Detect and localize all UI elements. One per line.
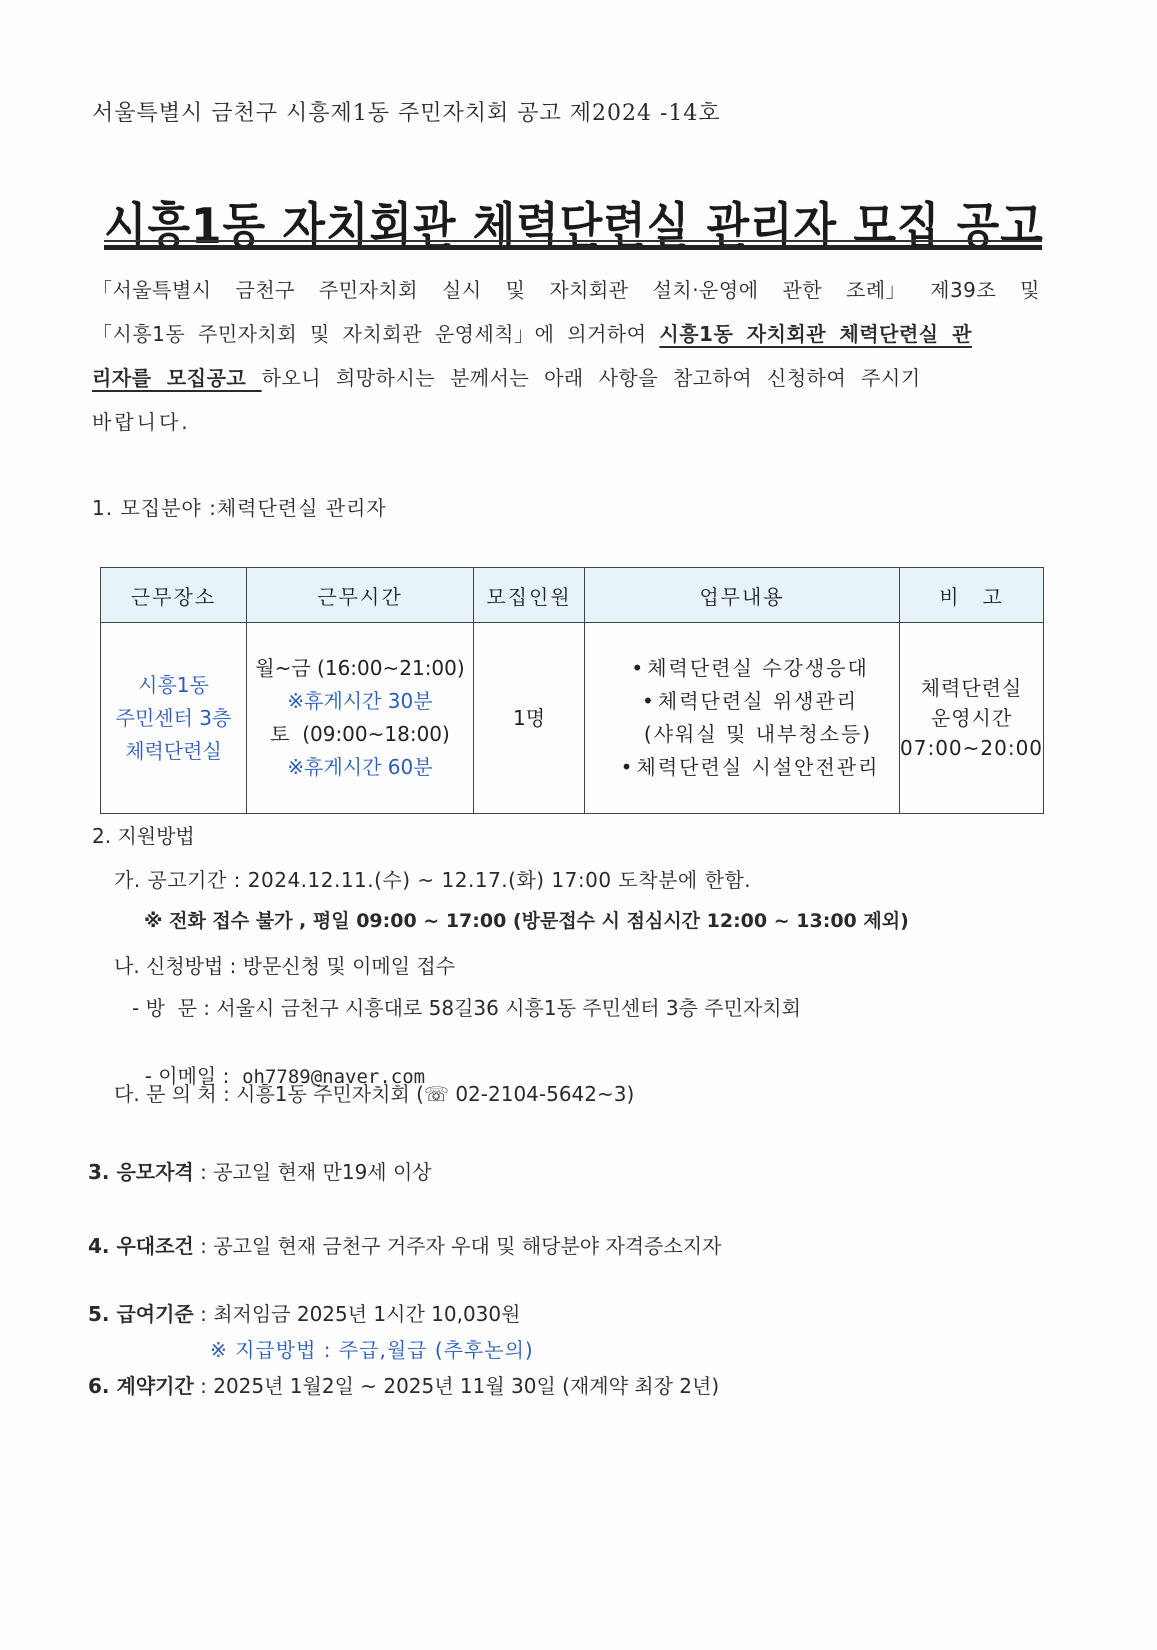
intro-line-1 — [92, 274, 1040, 303]
intro-word: 및 — [1020, 278, 1040, 302]
apply-period-note: ※ 전화 접수 불가 , 평일 09:00 ~ 17:00 (방문접수 시 점심시간 12:00 ~ 13:00 제외) — [144, 910, 909, 932]
duty-text: 체력단련실 수강생응대 — [647, 656, 869, 680]
email-link[interactable]: oh7789@naver.com — [242, 1066, 426, 1088]
hours-saturday: 토 (09:00~18:00) — [270, 722, 450, 746]
intro-word: 제39조 — [930, 278, 997, 302]
intro-word: 조례」 — [846, 278, 907, 302]
intro-line-2-prefix: 「시흥1동 주민자치회 및 자치회관 운영세칙」에 의거하여 — [92, 322, 660, 346]
section5-note: ※ 지급방법 : 주급,월급 (추후논의) — [210, 1338, 534, 1362]
col-duties: 업무내용 — [585, 568, 900, 623]
hours-saturday-break: ※휴게시간 60분 — [287, 755, 433, 779]
duty-item — [599, 652, 899, 685]
cell-location — [101, 623, 247, 814]
location-line: 주민센터 3층 — [115, 705, 232, 730]
remarks-line: 체력단련실 — [920, 676, 1023, 700]
table-row — [101, 623, 1044, 814]
section2-heading: 2. 지원방법 — [92, 824, 195, 848]
duty-text: (샤워실 및 내부청소등) — [643, 722, 873, 746]
apply-period: 가. 공고기간 : 2024.12.11.(수) ~ 12.17.(화) 17:00 도착분에 한함. — [114, 868, 752, 892]
section5-label: 5. 급여기준 — [88, 1302, 194, 1326]
recruit-table — [100, 567, 1044, 814]
cell-hours — [247, 623, 474, 814]
duty-item — [599, 718, 899, 751]
remarks-line: 07:00~20:00 — [900, 736, 1044, 760]
section1-heading: 1. 모집분야 :체력단련실 관리자 — [92, 496, 387, 520]
page-title: 시흥1동 자치회관 체력단련실 관리자 모집 공고 — [104, 198, 1044, 256]
bullet-icon: • — [631, 656, 646, 680]
section3-label: 3. 응모자격 — [88, 1160, 194, 1184]
cell-headcount: 1명 — [474, 623, 585, 814]
table-header-row — [101, 568, 1044, 623]
bullet-icon: • — [620, 755, 635, 779]
intro-word: 금천구 — [235, 278, 296, 302]
intro-line-3 — [92, 362, 921, 391]
intro-word: 관한 — [782, 278, 823, 302]
section3-text: : 공고일 현재 만19세 이상 — [193, 1160, 432, 1184]
apply-method: 나. 신청방법 : 방문신청 및 이메일 접수 — [114, 954, 456, 978]
section5-text: : 최저임금 2025년 1시간 10,030원 — [193, 1302, 521, 1326]
location-line: 시흥1동 — [138, 672, 209, 697]
visit-address: - 방 문 : 서울시 금천구 시흥대로 58길36 시흥1동 주민센터 3층 주민자치회 — [132, 996, 801, 1020]
bullet-icon: • — [641, 689, 656, 713]
title-underline-thick — [104, 245, 1042, 250]
col-remarks: 비 고 — [900, 568, 1044, 623]
section6-label: 6. 계약기간 — [88, 1374, 194, 1398]
section5 — [88, 1298, 520, 1327]
remarks-line: 운영시간 — [930, 706, 1013, 730]
duty-text: 체력단련실 위생관리 — [657, 689, 859, 713]
section3 — [88, 1156, 432, 1185]
intro-line-3-rest: 하오니 희망하시는 분께서는 아래 사항을 참고하여 신청하여 주시기 — [261, 366, 921, 390]
duty-item — [599, 685, 899, 718]
duty-item — [599, 751, 899, 784]
intro-word: 자치회관 — [549, 278, 629, 302]
intro-line-2 — [92, 318, 972, 347]
section6 — [88, 1370, 719, 1399]
hours-weekday-break: ※휴게시간 30분 — [287, 689, 433, 713]
intro-line-4: 바랍니다. — [92, 410, 191, 434]
section4 — [88, 1230, 721, 1259]
col-headcount: 모집인원 — [474, 568, 585, 623]
duty-text: 체력단련실 시설안전관리 — [636, 755, 880, 779]
intro-word: 및 — [505, 278, 526, 302]
title-underline-thin — [104, 240, 1042, 242]
section4-label: 4. 우대조건 — [88, 1234, 194, 1258]
email-label: - 이메일 : — [144, 1064, 243, 1088]
col-hours: 근무시간 — [247, 568, 474, 623]
col-location: 근무장소 — [101, 568, 247, 623]
intro-word: 「서울특별시 — [92, 278, 212, 302]
intro-highlight-1: 시흥1동 자치회관 체력단련실 관 — [659, 322, 972, 346]
intro-word: 설치·운영에 — [652, 278, 759, 302]
intro-word: 주민자치회 — [318, 278, 419, 302]
cell-duties — [585, 623, 900, 814]
intro-word: 실시 — [442, 278, 482, 302]
intro-highlight-2: 리자를 모집공고 — [92, 366, 262, 390]
notice-number: 서울특별시 금천구 시흥제1동 주민자치회 공고 제2024 -14호 — [92, 101, 721, 126]
section4-text: : 공고일 현재 금천구 거주자 우대 및 해당분야 자격증소지자 — [193, 1234, 722, 1258]
section6-text: : 2025년 1월2일 ~ 2025년 11월 30일 (재계약 최장 2년) — [193, 1374, 720, 1398]
hours-weekday: 월~금 (16:00~21:00) — [255, 656, 465, 680]
cell-remarks — [900, 623, 1044, 814]
contact-info: 다. 문 의 처 : 시흥1동 주민자치회 (☏ 02-2104-5642~3) — [114, 1082, 635, 1106]
location-line: 체력단련실 — [125, 738, 222, 763]
